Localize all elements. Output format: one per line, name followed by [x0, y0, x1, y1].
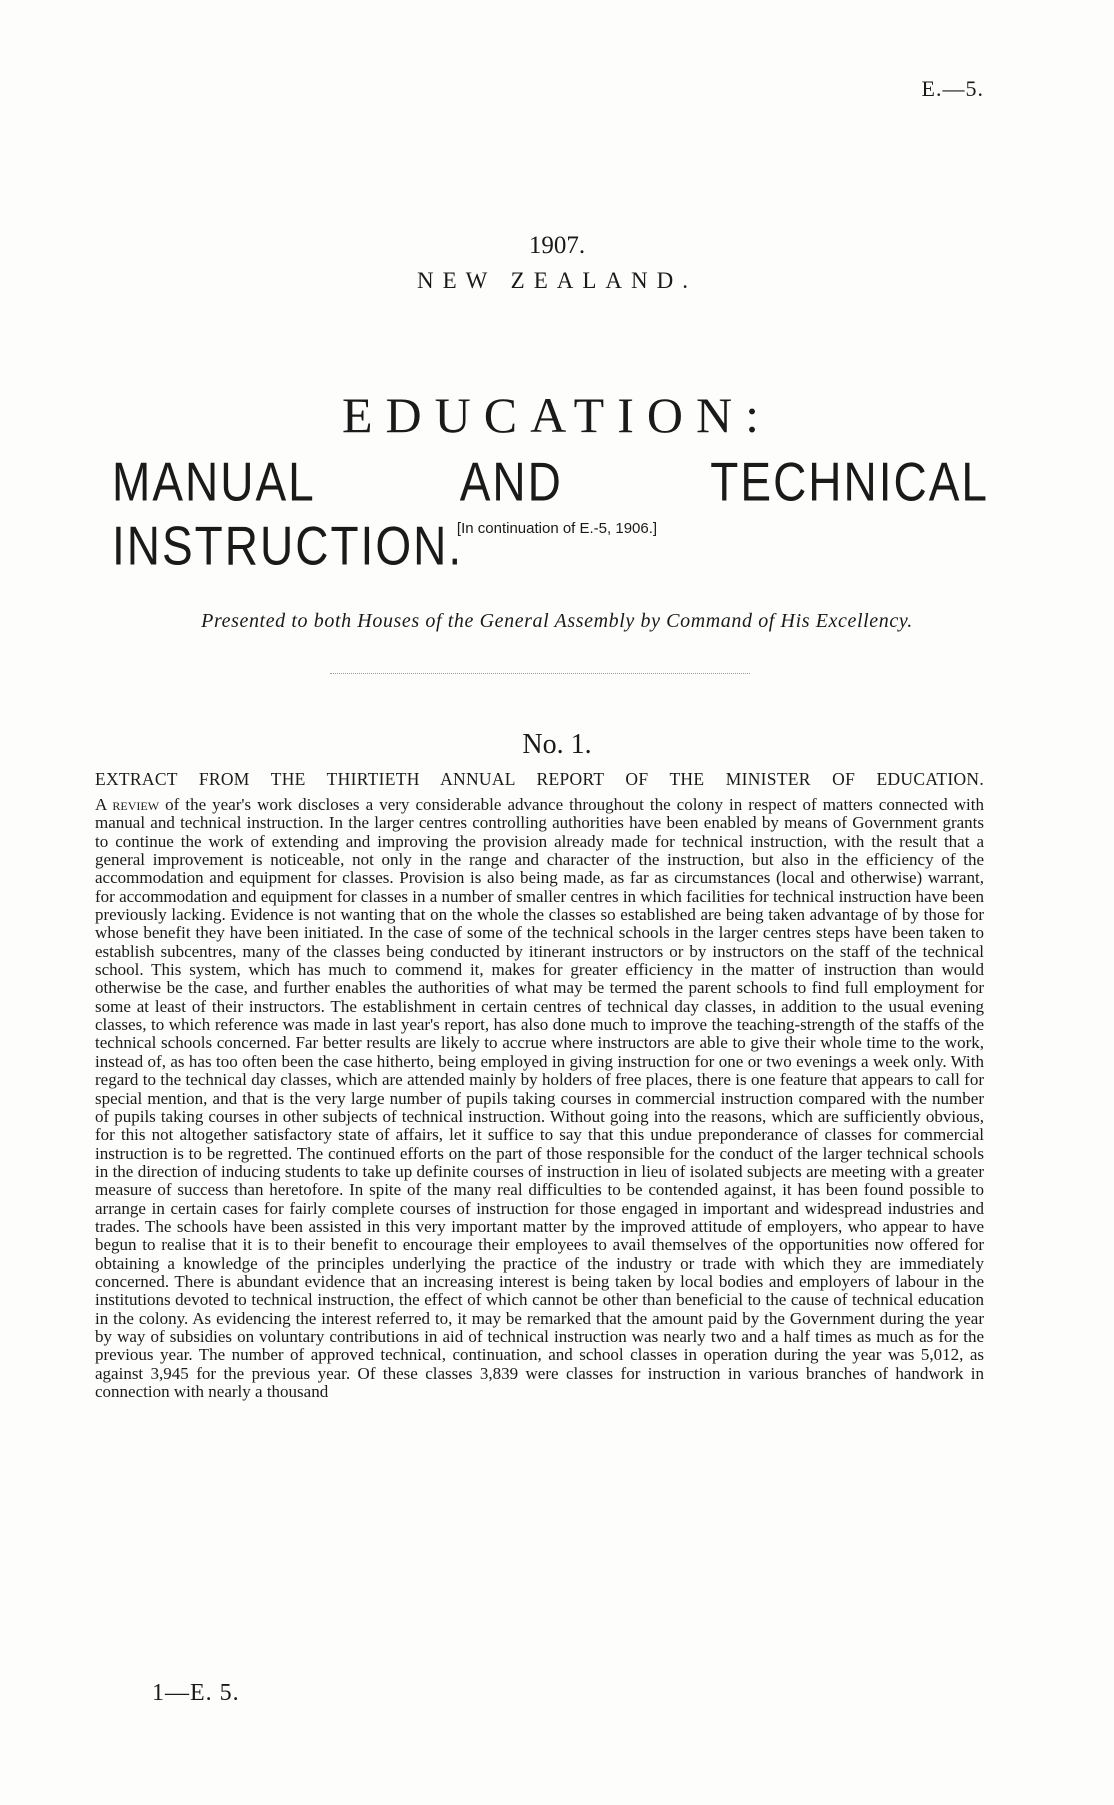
extract-heading: EXTRACT FROM THE THIRTIETH ANNUAL REPORT OF THE MINISTER OF EDUCATION.: [95, 769, 984, 789]
document-year: 1907.: [528, 232, 586, 259]
country-heading: NEW ZEALAND.: [416, 268, 698, 293]
divider-rule: [330, 673, 750, 674]
document-title: EDUCATION:: [342, 387, 772, 443]
page-signature: 1—E. 5.: [152, 1680, 240, 1706]
document-subtitle: MANUAL AND TECHNICAL INSTRUCTION.: [112, 451, 989, 577]
body-lead: A review: [95, 795, 160, 814]
continuation-note: [In continuation of E.-5, 1906.]: [456, 520, 658, 537]
presented-line: Presented to both Houses of the General Assembly by Command of His Excellency.: [201, 610, 913, 632]
body-paragraph: [95, 796, 984, 1401]
page-code: E.—5.: [921, 76, 984, 101]
body-text: of the year's work discloses a very considerable advance throughout the colony in respect of matters connected with manual and technical instruction. In the larger centres controlling authorities have been enabled by means of Government grants to continue the work of extending and improving the provision already made for technical instruction, with the result that a general improvement is noticeable, not only in the range and character of the instruction, but also in the efficiency of the accommodation and equipment for classes. Provision is also being made, as far as circumstances (local and otherwise) warrant, for accommodation and equipment for classes in a number of smaller centres in which facilities for technical instruction have been previously lacking. Evidence is not wanting that on the whole the classes so established are being taken advantage of by those for whose benefit they have been initiated. In the case of some of the technical schools in the larger centres steps have been taken to establish subcentres, many of the classes being conducted by itinerant instructors or by instructors on the staff of the technical school. This system, which has much to commend it, makes for greater efficiency in the matter of instruction than would otherwise be the case, and further enables the authorities of what may be termed the parent schools to find full employment for some at least of their instructors. The establishment in certain centres of technical day classes, in addition to the usual evening classes, to which reference was made in last year's report, has also done much to improve the teaching-strength of the staffs of the technical schools concerned. Far better results are likely to accrue where instructors are able to give their whole time to the work, instead of, as has too often been the case hitherto, being employed in giving instruction for one or two evenings a week only. With regard to the technical day classes, which are attended mainly by holders of free places, there is one feature that appears to call for special mention, and that is the very large number of pupils taking courses in commercial instruction compared with the number of pupils taking courses in other subjects of technical instruction. Without going into the reasons, which are sufficiently obvious, for this not altogether satisfactory state of affairs, let it suffice to say that this undue preponderance of classes for commercial instruction is to be regretted. The continued efforts on the part of those responsible for the conduct of the larger technical schools in the direction of inducing students to take up definite courses of instruction in lieu of isolated subjects are meeting with a greater measure of success than heretofore. In spite of the many real difficulties to be contended against, it has been found possible to arrange in certain cases for fairly complete courses of instruction for those engaged in important and widespread industries and trades. The schools have been assisted in this very important matter by the improved attitude of employers, who appear to have begun to realise that it is to their benefit to encourage their employees to avail themselves of the opportunities now offered for obtaining a knowledge of the principles underlying the practice of the industry or trade with which they are immediately concerned. There is abundant evidence that an increasing interest is being taken by local bodies and employers of labour in the institutions devoted to technical instruction, the effect of which cannot be other than beneficial to the cause of technical education in the colony. As evidencing the interest referred to, it may be remarked that the amount paid by the Government during the year by way of subsidies on voluntary contributions in aid of technical instruction was nearly two and a half times as much as for the previous year. The number of approved technical, continuation, and school classes in operation during the year was 5,012, as against 3,945 for the previous year. Of these classes 3,839 were classes for instruction in various branches of handwork in connection with nearly a thousand: [95, 795, 984, 1401]
section-number: No. 1.: [522, 729, 592, 760]
